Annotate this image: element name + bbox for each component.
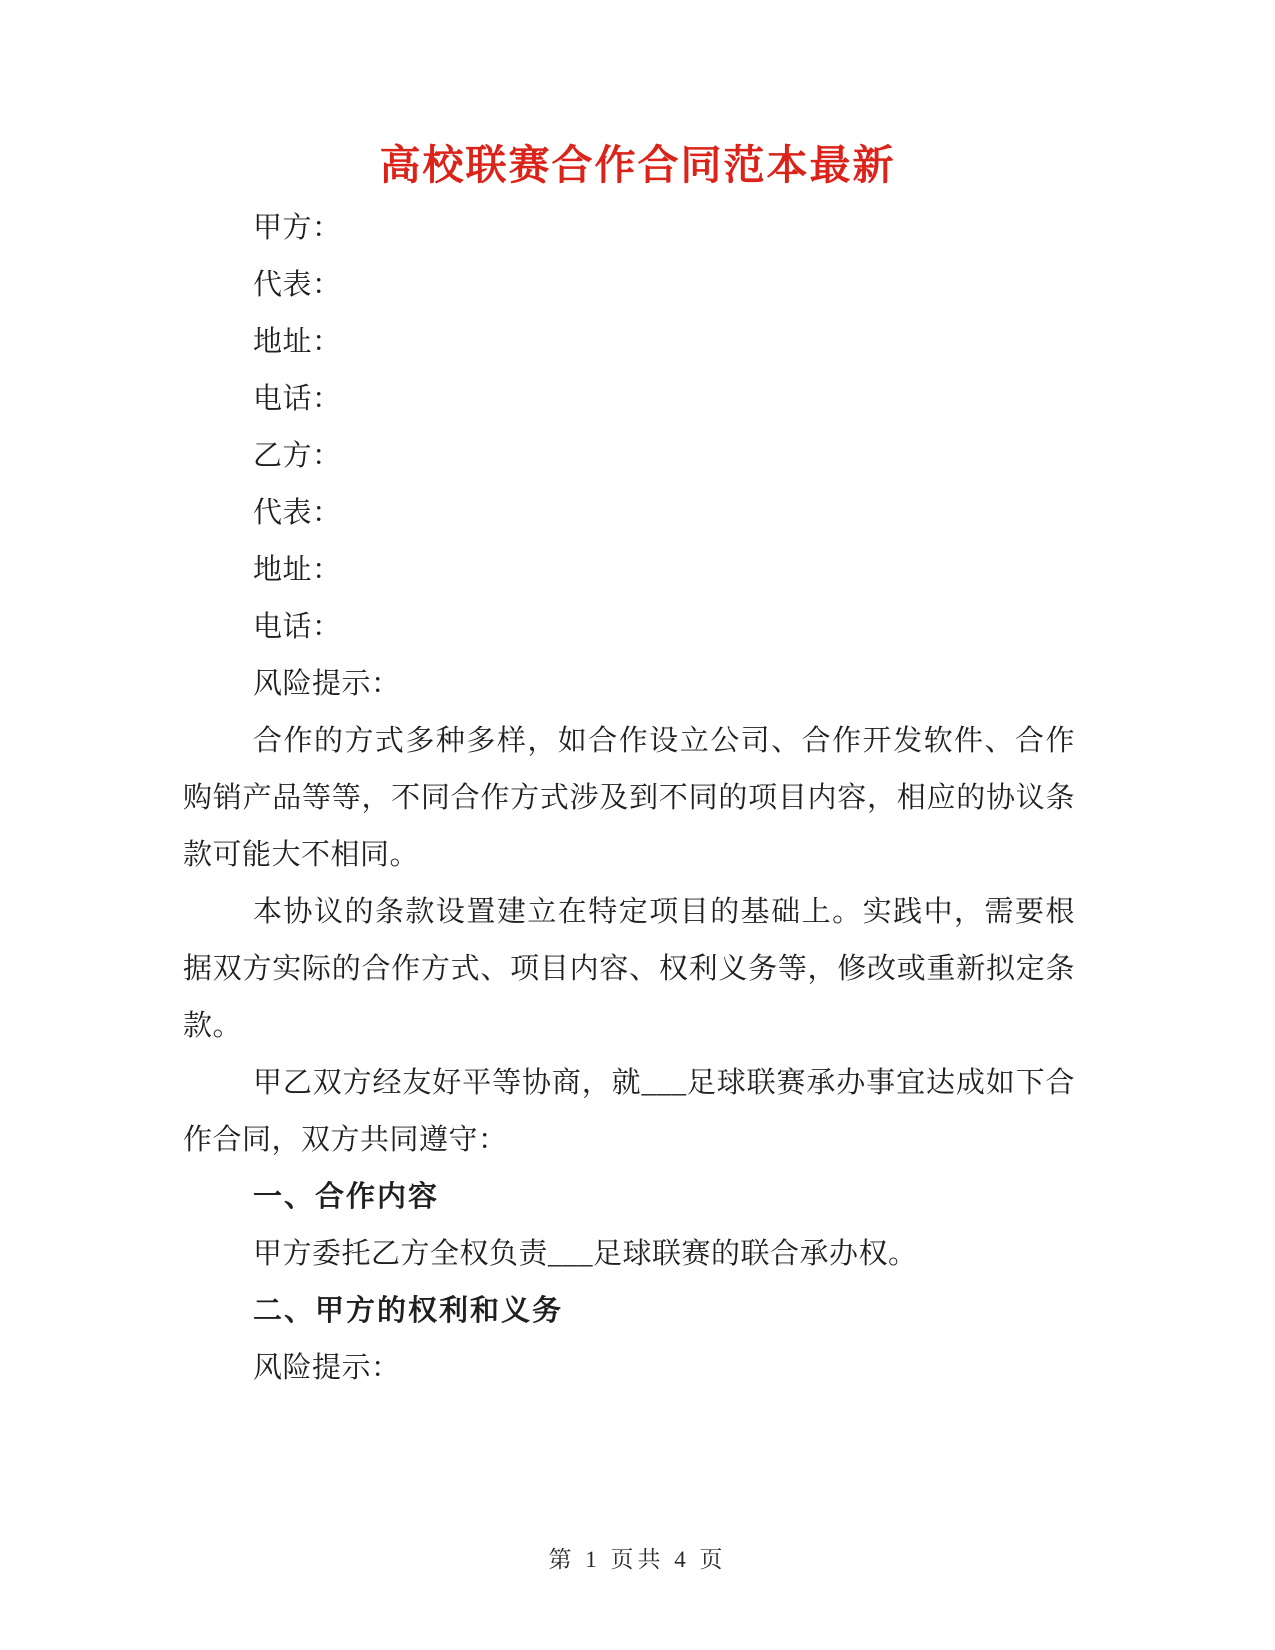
party-b-phone-label: 电话： <box>253 611 342 643</box>
paragraph-clause-basis: 本协议的条款设置建立在特定项目的基础上。实践中，需要根据双方实际的合作方式、项目内容、权利义务等，修改或重新拟定条款。 <box>183 896 1075 1042</box>
party-b-label: 乙方： <box>253 440 342 472</box>
heading-section-2-party-a-rights: 二、甲方的权利和义务 <box>253 1295 564 1327</box>
party-b-representative-label: 代表： <box>253 497 342 529</box>
paragraph-entrustment: 甲方委托乙方全权负责___足球联赛的联合承办权。 <box>253 1238 918 1270</box>
heading-section-1-cooperation-content: 一、合作内容 <box>253 1181 440 1213</box>
party-a-label: 甲方： <box>253 212 342 244</box>
page-number-indicator: 第 1 页共 4 页 <box>548 1547 727 1572</box>
risk-notice-label: 风险提示： <box>253 668 401 700</box>
party-b-address-label: 地址： <box>253 554 342 586</box>
paragraph-cooperation-methods: 合作的方式多种多样，如合作设立公司、合作开发软件、合作购销产品等等，不同合作方式涉及到不同的项目内容，相应的协议条款可能大不相同。 <box>183 725 1075 871</box>
risk-notice-label-2: 风险提示： <box>253 1352 401 1384</box>
party-a-address-label: 地址： <box>253 326 342 358</box>
document-title: 高校联赛合作合同范本最新 <box>379 142 896 188</box>
page-footer <box>0 1541 1275 1574</box>
paragraph-agreement-intro: 甲乙双方经友好平等协商，就___足球联赛承办事宜达成如下合作合同，双方共同遵守： <box>183 1067 1075 1156</box>
party-a-phone-label: 电话： <box>253 383 342 415</box>
document-body <box>183 200 1075 1397</box>
party-a-representative-label: 代表： <box>253 269 342 301</box>
